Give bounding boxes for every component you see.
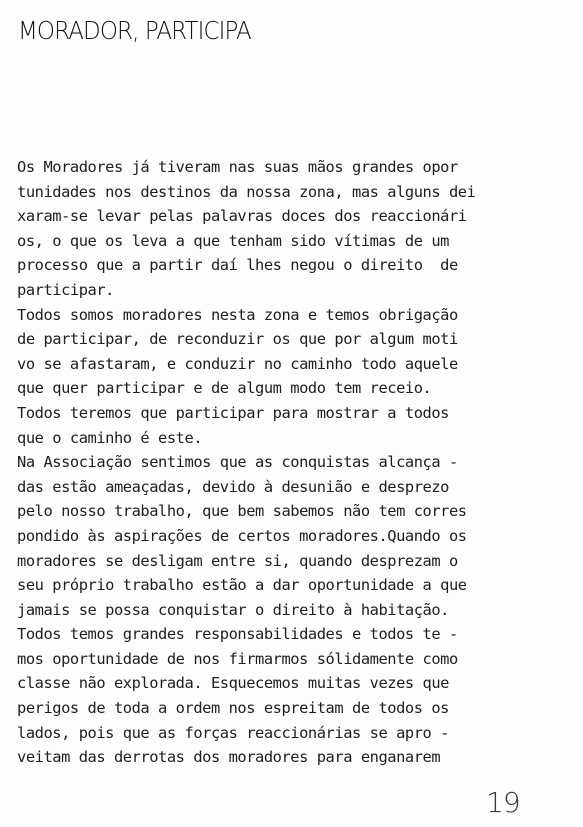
- text-line: classe não explorada. Esquecemos muitas vezes que: [17, 674, 449, 693]
- text-line: xaram-se levar pelas palavras doces dos reaccionári: [17, 207, 467, 226]
- text-line: mos oportunidade de nos firmarmos sólidamente como: [17, 649, 458, 668]
- text-line: Todos teremos que participar para mostrar a todos: [17, 403, 449, 422]
- text-line: jamais se possa conquistar o direito à habitação.: [17, 600, 449, 619]
- text-line: Todos temos grandes responsabilidades e todos te -: [17, 625, 458, 644]
- text-line: os, o que os leva a que tenham sido vítimas de um: [17, 231, 449, 250]
- page-title: MORADOR, PARTICIPA: [18, 16, 251, 45]
- text-line: processo que a partir daí lhes negou o direito de: [17, 256, 458, 275]
- text-line: pelo nosso trabalho, que bem sabemos não tem corres: [17, 502, 467, 521]
- body-text: [17, 155, 577, 770]
- text-line: participar.: [17, 280, 114, 299]
- text-line: Os Moradores já tiveram nas suas mãos grandes opor: [17, 158, 458, 176]
- text-line: que o caminho é este.: [17, 428, 203, 447]
- page-number: 19: [486, 786, 520, 819]
- text-line: pondido às aspirações de certos moradores.Quando os: [17, 526, 467, 545]
- text-line: que quer participar e de algum modo tem receio.: [17, 379, 432, 398]
- text-line: tunidades nos destinos da nossa zona, mas alguns dei: [17, 182, 476, 201]
- text-line: das estão ameaçadas, devido à desunião e desprezo: [17, 477, 449, 496]
- text-line: moradores se desligam entre si, quando desprezam o: [17, 551, 458, 570]
- text-line: Na Associação sentimos que as conquistas alcança -: [17, 453, 458, 472]
- text-line: de participar, de reconduzir os que por algum moti: [17, 330, 458, 349]
- text-line: Todos somos moradores nesta zona e temos obrigação: [17, 305, 458, 324]
- text-line: lados, pois que as forças reaccionárias se apro -: [17, 723, 449, 742]
- text-line: vo se afastaram, e conduzir no caminho todo aquele: [17, 354, 458, 373]
- text-line: seu próprio trabalho estão a dar oportunidade a que: [17, 576, 467, 595]
- text-line: veitam das derrotas dos moradores para enganarem: [17, 748, 441, 767]
- text-line: perigos de toda a ordem nos espreitam de todos os: [17, 699, 449, 718]
